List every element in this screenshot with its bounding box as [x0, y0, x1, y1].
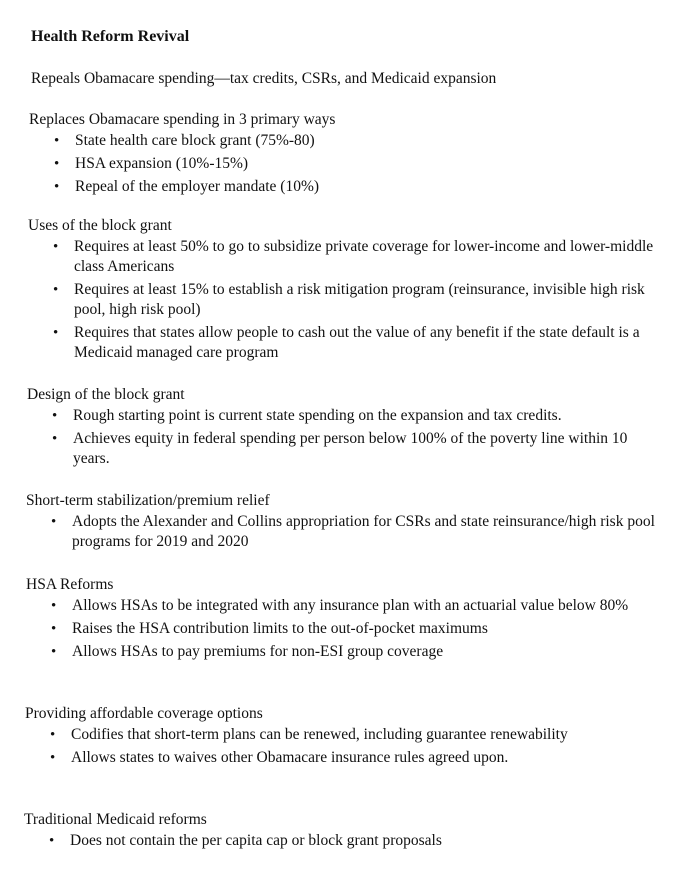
- list-item: [24, 831, 654, 851]
- bullet-icon: •: [53, 239, 59, 255]
- section-heading: Design of the block grant: [27, 386, 185, 403]
- bullet-list: [24, 831, 654, 851]
- bullet-icon: •: [52, 408, 58, 424]
- bullet-list: [26, 596, 656, 662]
- list-item: [25, 725, 655, 745]
- list-item-text: Allows HSAs to pay premiums for non-ESI group coverage: [72, 643, 444, 660]
- bullet-list: [27, 406, 657, 469]
- list-item-text: Allows states to waives other Obamacare insurance rules agreed upon.: [71, 749, 509, 766]
- bullet-icon: •: [51, 514, 57, 530]
- intro-paragraph: Repeals Obamacare spending—tax credits, CSRs, and Medicaid expansion: [31, 70, 497, 87]
- document-title: Health Reform Revival: [31, 28, 190, 45]
- bullet-icon: •: [53, 325, 59, 341]
- bullet-list: [25, 725, 655, 768]
- list-item: [26, 619, 656, 639]
- section-short-term-stabilization: [26, 491, 656, 555]
- list-item-text: Requires at least 50% to go to subsidize private coverage for lower-income and lower-middle class Americans: [74, 238, 654, 275]
- section-replaces-spending: [29, 110, 659, 200]
- section-design-of-block-grant: [27, 385, 657, 472]
- section-heading: HSA Reforms: [26, 576, 114, 593]
- list-item: [29, 154, 659, 174]
- section-heading: Traditional Medicaid reforms: [24, 811, 207, 828]
- list-item: [27, 406, 657, 426]
- list-item: [27, 429, 657, 469]
- bullet-icon: •: [54, 133, 60, 149]
- bullet-icon: •: [54, 156, 60, 172]
- bullet-icon: •: [50, 727, 56, 743]
- list-item: [29, 177, 659, 197]
- bullet-icon: •: [54, 179, 60, 195]
- section-affordable-coverage: [25, 704, 655, 771]
- section-heading: Replaces Obamacare spending in 3 primary ways: [29, 111, 336, 128]
- bullet-icon: •: [50, 750, 56, 766]
- bullet-list: [28, 237, 658, 363]
- bullet-list: [26, 512, 656, 552]
- list-item: [28, 280, 658, 320]
- list-item-text: Codifies that short-term plans can be renewed, including guarantee renewability: [71, 726, 568, 743]
- list-item: [26, 642, 656, 662]
- section-heading: Providing affordable coverage options: [25, 705, 263, 722]
- list-item-text: Allows HSAs to be integrated with any insurance plan with an actuarial value below 80%: [72, 597, 629, 614]
- list-item: [29, 131, 659, 151]
- bullet-icon: •: [52, 431, 58, 447]
- list-item-text: Rough starting point is current state spending on the expansion and tax credits.: [73, 407, 562, 424]
- list-item-text: Requires that states allow people to cash out the value of any benefit if the state default is a Medicaid managed care program: [74, 324, 640, 361]
- list-item-text: Requires at least 15% to establish a risk mitigation program (reinsurance, invisible high risk pool, high risk pool): [74, 281, 645, 318]
- section-heading: Uses of the block grant: [28, 217, 172, 234]
- list-item: [26, 512, 656, 552]
- bullet-icon: •: [49, 833, 55, 849]
- list-item-text: Repeal of the employer mandate (10%): [75, 178, 320, 195]
- bullet-icon: •: [53, 282, 59, 298]
- list-item-text: Achieves equity in federal spending per person below 100% of the poverty line within 10 years.: [73, 430, 628, 467]
- section-heading: Short-term stabilization/premium relief: [26, 492, 270, 509]
- section-uses-of-block-grant: [28, 216, 658, 366]
- bullet-list: [29, 131, 659, 197]
- bullet-icon: •: [51, 644, 57, 660]
- list-item-text: Adopts the Alexander and Collins appropriation for CSRs and state reinsurance/high risk pool programs for 2019 and 2020: [72, 513, 655, 550]
- bullet-icon: •: [51, 621, 57, 637]
- list-item: [26, 596, 656, 616]
- list-item: [28, 323, 658, 363]
- section-hsa-reforms: [26, 575, 656, 665]
- list-item-text: State health care block grant (75%-80): [75, 132, 315, 149]
- list-item-text: Does not contain the per capita cap or block grant proposals: [70, 832, 442, 849]
- list-item: [28, 237, 658, 277]
- list-item-text: HSA expansion (10%-15%): [75, 155, 249, 172]
- list-item: [25, 748, 655, 768]
- list-item-text: Raises the HSA contribution limits to the out-of-pocket maximums: [72, 620, 488, 637]
- section-traditional-medicaid: [24, 810, 654, 854]
- bullet-icon: •: [51, 598, 57, 614]
